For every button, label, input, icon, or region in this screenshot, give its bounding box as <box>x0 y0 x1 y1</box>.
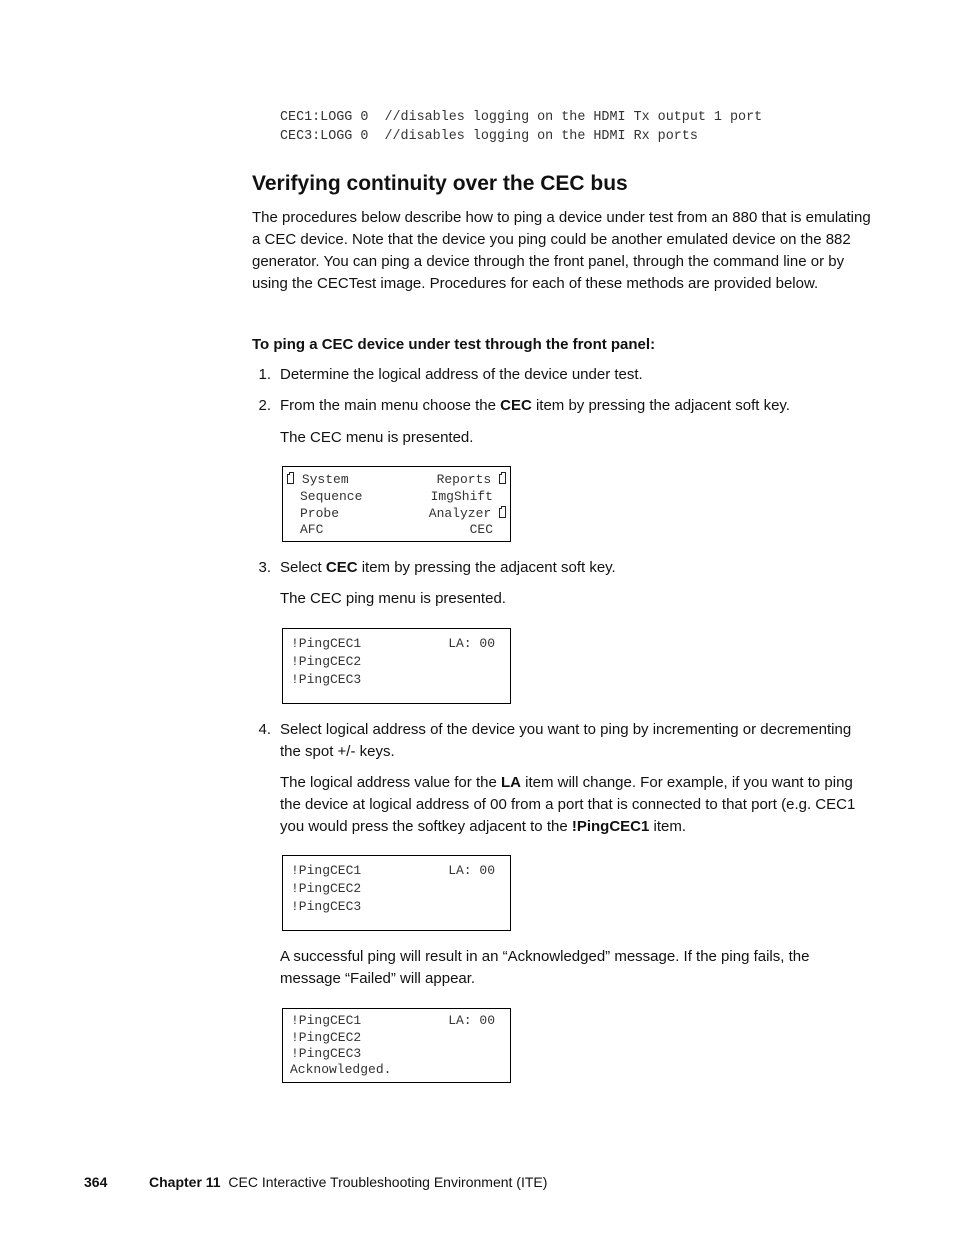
step-result: The CEC ping menu is presented. <box>280 590 506 607</box>
procedure-title: To ping a CEC device under test through the front panel: <box>252 336 656 353</box>
step-text-pre: From the main menu choose the <box>280 397 501 414</box>
lcd-row <box>287 472 349 488</box>
code-line-2: CEC3:LOGG 0 //disables logging on the HDMI Rx ports <box>280 129 698 144</box>
step-text-bold: CEC <box>500 397 532 414</box>
lcd-menu-item: ImgShift <box>430 489 493 504</box>
lcd-la-value: LA: 00 <box>448 1013 495 1028</box>
code-line-1: CEC1:LOGG 0 //disables logging on the HDMI Tx output 1 port <box>280 110 763 125</box>
step-text: Select logical address of the device you want to ping by incrementing or decrementing the spot +/- keys. <box>280 721 852 760</box>
intro-paragraph: The procedures below describe how to ping a device under test from an 880 that is emulating a CEC device. Note that the device you ping could be another emulated device on the 882 generator. You can ping a device through the front panel, through the command line or by using the CECTest image. Procedures for each of these methods are provided below. <box>252 209 871 292</box>
lcd-ping-item: !PingCEC3 <box>291 672 362 687</box>
lcd-ping-item: !PingCEC3 <box>291 1046 362 1061</box>
step-text-post: item by pressing the adjacent soft key. <box>531 397 790 414</box>
lcd-menu-item: Analyzer <box>428 506 492 521</box>
step-note-bold-la: LA <box>500 774 521 791</box>
lcd-menu-item: System <box>301 472 349 487</box>
step-text-post: item by pressing the adjacent soft key. <box>357 559 616 576</box>
lcd-ping-menu <box>282 628 511 704</box>
step-result: A successful ping will result in an “Acknowledged” message. If the ping fails, the message “Failed” will appear. <box>280 948 810 987</box>
lcd-ping-item: !PingCEC1 <box>291 863 362 878</box>
step-text <box>280 395 870 417</box>
step-result: The CEC menu is presented. <box>280 429 474 446</box>
page-number: 364 <box>84 1174 108 1190</box>
lcd-main-menu <box>282 466 511 542</box>
lcd-ping-item: !PingCEC1 <box>291 636 362 651</box>
lcd-ping-menu <box>282 1008 511 1083</box>
lcd-menu-item: CEC <box>469 522 493 537</box>
footer-chapter-title: CEC Interactive Troubleshooting Environment (ITE) <box>228 1174 548 1190</box>
lcd-menu-item: Reports <box>436 472 492 487</box>
lcd-row <box>437 472 506 488</box>
step-text-bold: CEC <box>325 559 358 576</box>
lcd-menu-item: Sequence <box>300 489 363 504</box>
lcd-ping-item: !PingCEC1 <box>291 1013 362 1028</box>
step-note <box>280 772 872 838</box>
lcd-status-message: Acknowledged. <box>290 1062 392 1077</box>
lcd-ping-menu <box>282 855 511 931</box>
lcd-ping-item: !PingCEC2 <box>291 1030 362 1045</box>
step-note-pre: The logical address value for the <box>280 774 501 791</box>
lcd-ping-item: !PingCEC3 <box>291 899 362 914</box>
step-note-post: item. <box>649 818 687 835</box>
step-text: Determine the logical address of the device under test. <box>280 366 643 383</box>
page-icon <box>499 508 506 518</box>
step-text <box>280 557 870 579</box>
step-number: 2. <box>258 397 271 414</box>
step-note-bold-ping: !PingCEC1 <box>571 818 650 835</box>
step-number: 4. <box>258 721 271 738</box>
lcd-ping-item: !PingCEC2 <box>291 881 362 896</box>
lcd-row <box>429 506 506 522</box>
lcd-ping-item: !PingCEC2 <box>291 654 362 669</box>
step-number: 3. <box>258 559 271 576</box>
section-title: Verifying continuity over the CEC bus <box>252 172 628 195</box>
page-icon <box>287 474 294 484</box>
lcd-menu-item: Probe <box>300 506 340 521</box>
page-icon <box>499 474 506 484</box>
lcd-menu-item: AFC <box>300 522 324 537</box>
lcd-la-value: LA: 00 <box>448 636 495 651</box>
step-number: 1. <box>258 366 271 383</box>
step-text-pre: Select <box>280 559 326 576</box>
footer-chapter-label: Chapter 11 <box>149 1174 221 1190</box>
footer-chapter <box>149 1174 547 1190</box>
step-note-mid: item will change. For example, if you want to ping the device at logical address of 00 from a port that is connected to that port (e.g. CEC1 you would press the softkey adjacent to the <box>280 774 856 835</box>
lcd-la-value: LA: 00 <box>448 863 495 878</box>
